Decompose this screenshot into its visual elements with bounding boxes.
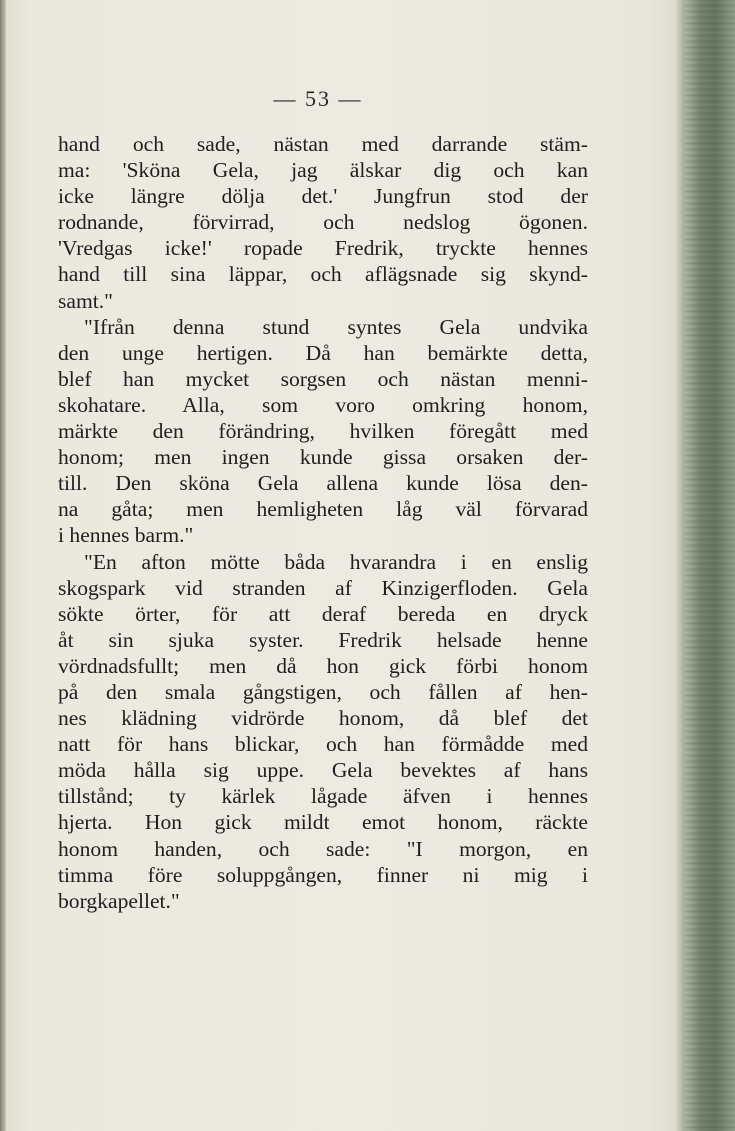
text-line: 'Vredgas icke!' ropade Fredrik, tryckte hennes <box>58 236 588 261</box>
text-line: timma före soluppgången, finner ni mig i <box>58 862 588 887</box>
text-line: honom handen, och sade: "I morgon, en <box>58 836 588 861</box>
body-text <box>58 131 588 914</box>
text-line: hjerta. Hon gick mildt emot honom, räckte <box>58 810 588 835</box>
text-line: skogspark vid stranden af Kinzigerfloden. Gela <box>58 575 588 600</box>
text-line: "Ifrån denna stund syntes Gela undvika <box>84 314 588 339</box>
text-line: skohatare. Alla, som voro omkring honom, <box>58 392 588 417</box>
book-spine-edge <box>685 0 735 1131</box>
text-line: blef han mycket sorgsen och nästan menni- <box>58 366 588 391</box>
text-line: i hennes barm." <box>58 523 194 548</box>
text-line: vördnadsfullt; men då hon gick förbi honom <box>58 653 588 678</box>
text-line: rodnande, förvirrad, och nedslog ögonen. <box>58 210 588 235</box>
text-line: icke längre dölja det.' Jungfrun stod der <box>58 184 588 209</box>
text-line: den unge hertigen. Då han bemärkte detta, <box>58 340 588 365</box>
text-line: "En afton mötte båda hvarandra i en enslig <box>84 549 588 574</box>
page-left-edge <box>0 0 6 1131</box>
text-line: na gåta; men hemligheten låg väl förvarad <box>58 497 588 522</box>
text-line: ma: 'Sköna Gela, jag älskar dig och kan <box>58 158 588 183</box>
text-line: borgkapellet." <box>58 888 180 913</box>
text-line: till. Den sköna Gela allena kunde lösa den- <box>58 471 588 496</box>
page-number: — 53 — <box>273 86 363 111</box>
text-line: möda hålla sig uppe. Gela bevektes af hans <box>58 758 588 783</box>
text-line: hand till sina läppar, och aflägsnade sig skynd- <box>58 262 588 287</box>
text-line: hand och sade, nästan med darrande stäm- <box>58 132 588 156</box>
text-line: sökte örter, för att deraf bereda en dryck <box>58 601 588 626</box>
text-line: märkte den förändring, hvilken föregått med <box>58 419 588 444</box>
spine-shadow <box>675 0 685 1131</box>
text-line: natt för hans blickar, och han förmådde med <box>58 732 588 757</box>
text-line: nes klädning vidrörde honom, då blef det <box>58 706 588 731</box>
text-line: samt." <box>58 288 113 313</box>
text-line: på den smala gångstigen, och fållen af hen- <box>58 679 588 704</box>
text-line: honom; men ingen kunde gissa orsaken der- <box>58 445 588 470</box>
text-line: åt sin sjuka syster. Fredrik helsade henne <box>58 627 588 652</box>
text-line: tillstånd; ty kärlek lågade äfven i hennes <box>58 784 588 809</box>
